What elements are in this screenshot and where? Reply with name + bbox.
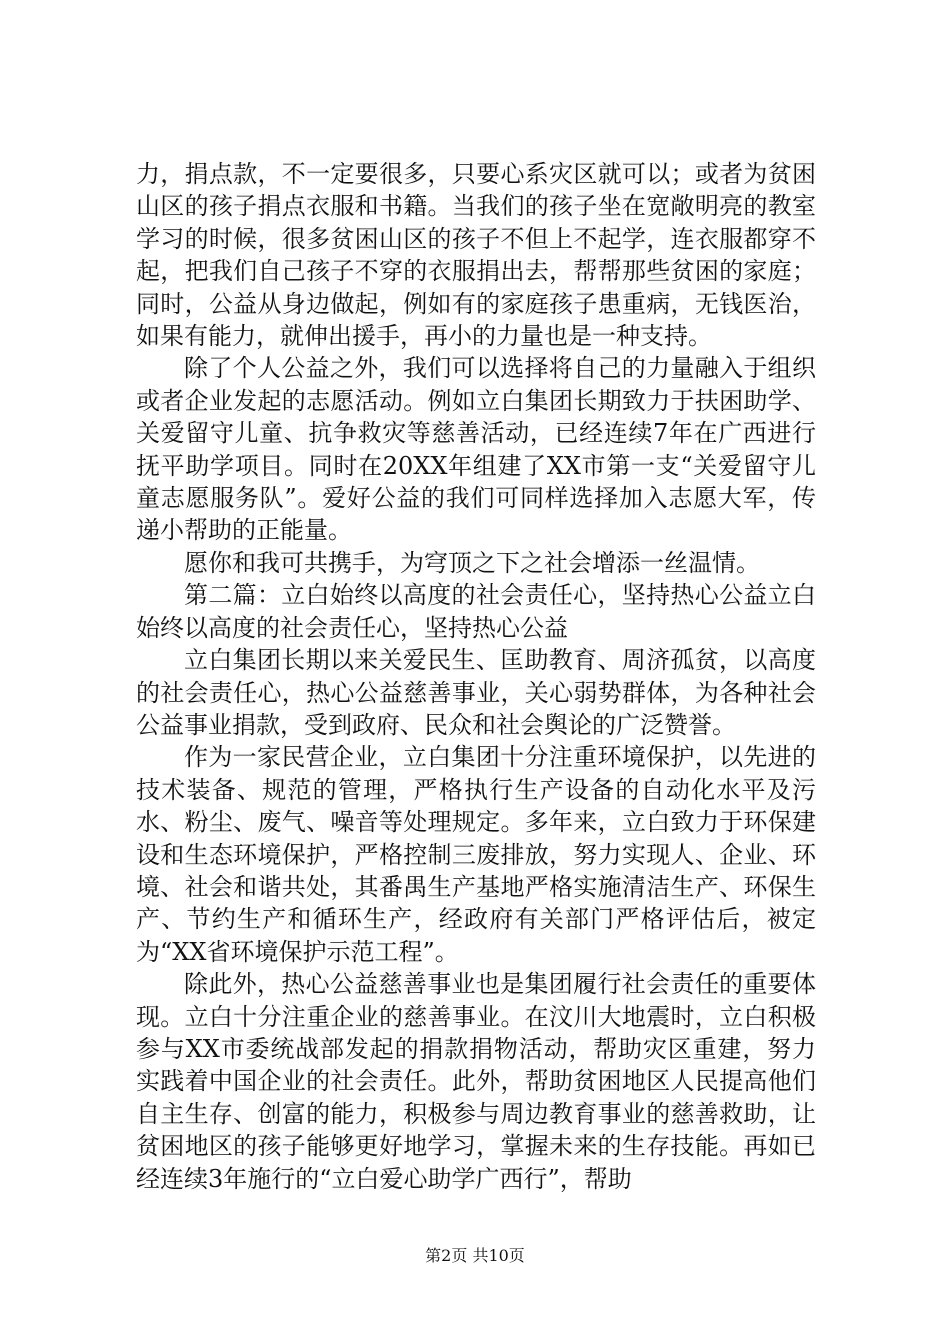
paragraph-2: 除了个人公益之外，我们可以选择将自己的力量融入于组织或者企业发起的志愿活动。例如立白集团长期致力于扶困助学、关爱留守儿童、抗争救灾等慈善活动，已经连续7年在广西进行抚平助学项目。同时在20XX年组建了XX市第一支“关爱留守儿童志愿服务队”。爱好公益的我们可同样选择加入志愿大军，传递小帮助的正能量。 (136, 354, 816, 545)
paragraph-5: 作为一家民营企业，立白集团十分注重环境保护，以先进的技术装备、规范的管理，严格执行生产设备的自动化水平及污水、粉尘、废气、噪音等处理规定。多年来，立白致力于环保建设和生态环境保护，严格控制三废排放，努力实现人、企业、环境、社会和谐共处，其番禺生产基地严格实施清洁生产、环保生产、节约生产和循环生产，经政府有关部门严格评估后，被定为“XX省环境保护示范工程”。 (136, 743, 816, 966)
paragraph-6: 除此外，热心公益慈善事业也是集团履行社会责任的重要体现。立白十分注重企业的慈善事业。在汶川大地震时，立白积极参与XX市委统战部发起的捐款捐物活动，帮助灾区重建，努力实践着中国企业的社会责任。此外，帮助贫困地区人民提高他们自主生存、创富的能力，积极参与周边教育事业的慈善救助，让贫困地区的孩子能够更好地学习，掌握未来的生存技能。再如已经连续3年施行的“立白爱心助学广西行”，帮助 (136, 970, 816, 1193)
page-number-footer: 第2页 共10页 (425, 1246, 525, 1265)
paragraph-3: 愿你和我可共携手，为穹顶之下之社会增添一丝温情。 (184, 548, 760, 577)
paragraph-4: 立白集团长期以来关爱民生、匡助教育、周济孤贫，以高度的社会责任心，热心公益慈善事业，关心弱势群体，为各种社会公益事业捐款，受到政府、民众和社会舆论的广泛赞誉。 (136, 646, 816, 739)
section-heading: 第二篇：立白始终以高度的社会责任心，坚持热心公益立白始终以高度的社会责任心，坚持热心公益 (136, 581, 816, 642)
document-body (136, 158, 816, 1195)
paragraph-1: 力，捐点款，不一定要很多，只要心系灾区就可以；或者为贫困山区的孩子捐点衣服和书籍。当我们的孩子坐在宽敞明亮的教室学习的时候，很多贫困山区的孩子不但上不起学，连衣服都穿不起，把我们自己孩子不穿的衣服捐出去，帮帮那些贫困的家庭；同时，公益从身边做起，例如有的家庭孩子患重病，无钱医治，如果有能力，就伸出援手，再小的力量也是一种支持。 (136, 160, 816, 351)
